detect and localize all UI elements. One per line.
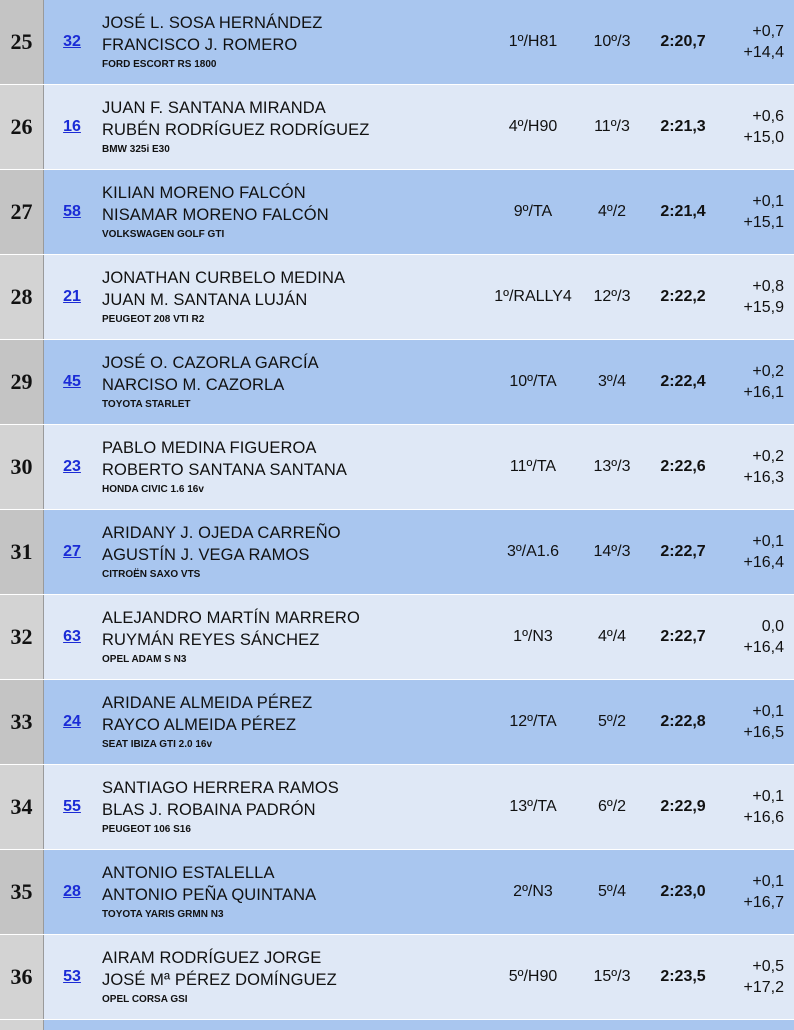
diff-leader: +16,3 [743, 469, 784, 486]
stage-time: 2:22,2 [642, 255, 724, 339]
car-number-link[interactable]: 55 [63, 798, 81, 815]
result-row [0, 255, 794, 340]
car-number-link[interactable]: 45 [63, 373, 81, 390]
driver-name: ARIDANY J. OJEDA CARREÑO [102, 524, 341, 542]
stage-position: 15º/3 [582, 935, 642, 1019]
car-number-link[interactable]: 27 [63, 543, 81, 560]
car-model: TOYOTA STARLET [102, 399, 191, 410]
car-number-link[interactable]: 53 [63, 968, 81, 985]
result-row [0, 170, 794, 255]
car-model: CITROËN SAXO VTS [102, 569, 201, 580]
diff-previous: 0,0 [761, 618, 784, 635]
time-differences [724, 850, 794, 934]
driver-name: JOSÉ L. SOSA HERNÁNDEZ [102, 14, 323, 32]
position-cell: 30 [0, 425, 44, 509]
car-number-cell [44, 340, 100, 424]
time-differences [724, 85, 794, 169]
class-position: 3º/A1.6 [470, 510, 582, 594]
car-model: BMW 325i E30 [102, 144, 170, 155]
row-background [44, 1020, 794, 1030]
position-cell [0, 1020, 44, 1030]
class-position: 9º/TA [470, 170, 582, 254]
crew-cell [100, 935, 470, 1019]
stage-time: 2:22,7 [642, 595, 724, 679]
position-cell: 33 [0, 680, 44, 764]
class-position: 2º/N3 [470, 850, 582, 934]
time-differences [724, 680, 794, 764]
time-differences [724, 170, 794, 254]
diff-leader: +15,1 [743, 214, 784, 231]
car-number-link[interactable]: 28 [63, 883, 81, 900]
diff-leader: +16,7 [743, 894, 784, 911]
car-number-link[interactable]: 23 [63, 458, 81, 475]
stage-position: 3º/4 [582, 340, 642, 424]
diff-leader: +17,2 [743, 979, 784, 996]
diff-previous: +0,7 [752, 23, 784, 40]
codriver-name: RUBÉN RODRÍGUEZ RODRÍGUEZ [102, 121, 370, 139]
codriver-name: AGUSTÍN J. VEGA RAMOS [102, 546, 310, 564]
result-row [0, 765, 794, 850]
position-cell: 34 [0, 765, 44, 849]
car-number-link[interactable]: 63 [63, 628, 81, 645]
codriver-name: JUAN M. SANTANA LUJÁN [102, 291, 308, 309]
driver-name: ANTONIO ESTALELLA [102, 864, 275, 882]
diff-leader: +16,5 [743, 724, 784, 741]
stage-time: 2:22,7 [642, 510, 724, 594]
car-number-cell [44, 850, 100, 934]
diff-previous: +0,1 [752, 873, 784, 890]
class-position: 12º/TA [470, 680, 582, 764]
stage-time: 2:23,5 [642, 935, 724, 1019]
result-row [0, 425, 794, 510]
codriver-name: ANTONIO PEÑA QUINTANA [102, 886, 317, 904]
diff-previous: +0,1 [752, 703, 784, 720]
stage-position: 10º/3 [582, 0, 642, 84]
crew-cell [100, 680, 470, 764]
stage-time: 2:22,9 [642, 765, 724, 849]
class-position: 4º/H90 [470, 85, 582, 169]
diff-previous: +0,2 [752, 363, 784, 380]
time-differences [724, 765, 794, 849]
stage-time: 2:23,0 [642, 850, 724, 934]
position-cell: 32 [0, 595, 44, 679]
codriver-name: NISAMAR MORENO FALCÓN [102, 206, 329, 224]
crew-cell [100, 510, 470, 594]
crew-cell [100, 255, 470, 339]
car-model: VOLKSWAGEN GOLF GTI [102, 229, 225, 240]
car-number-cell [44, 255, 100, 339]
stage-time: 2:22,4 [642, 340, 724, 424]
time-differences [724, 595, 794, 679]
result-row [0, 850, 794, 935]
diff-leader: +14,4 [743, 44, 784, 61]
car-model: PEUGEOT 106 S16 [102, 824, 191, 835]
driver-name: AIRAM RODRÍGUEZ JORGE [102, 949, 322, 967]
driver-name: ALEJANDRO MARTÍN MARRERO [102, 609, 360, 627]
position-cell: 35 [0, 850, 44, 934]
car-number-cell [44, 170, 100, 254]
diff-previous: +0,8 [752, 278, 784, 295]
position-cell: 26 [0, 85, 44, 169]
diff-leader: +16,4 [743, 639, 784, 656]
car-number-link[interactable]: 16 [63, 118, 81, 135]
diff-previous: +0,1 [752, 533, 784, 550]
car-model: FORD ESCORT RS 1800 [102, 59, 217, 70]
codriver-name: RAYCO ALMEIDA PÉREZ [102, 716, 297, 734]
class-position: 1º/N3 [470, 595, 582, 679]
diff-previous: +0,1 [752, 193, 784, 210]
codriver-name: JOSÉ Mª PÉREZ DOMÍNGUEZ [102, 971, 337, 989]
crew-cell [100, 170, 470, 254]
codriver-name: RUYMÁN REYES SÁNCHEZ [102, 631, 320, 649]
stage-time: 2:21,4 [642, 170, 724, 254]
crew-cell [100, 425, 470, 509]
diff-leader: +16,4 [743, 554, 784, 571]
result-row [0, 510, 794, 595]
time-differences [724, 0, 794, 84]
diff-previous: +0,5 [752, 958, 784, 975]
crew-cell [100, 340, 470, 424]
diff-leader: +15,9 [743, 299, 784, 316]
time-differences [724, 425, 794, 509]
crew-cell [100, 0, 470, 84]
time-differences [724, 935, 794, 1019]
car-number-link[interactable]: 58 [63, 203, 81, 220]
car-model: HONDA CIVIC 1.6 16v [102, 484, 204, 495]
codriver-name: FRANCISCO J. ROMERO [102, 36, 298, 54]
car-number-link[interactable]: 32 [63, 33, 81, 50]
result-row [0, 85, 794, 170]
stage-position: 12º/3 [582, 255, 642, 339]
crew-cell [100, 765, 470, 849]
car-number-cell [44, 425, 100, 509]
class-position: 1º/RALLY4 [470, 255, 582, 339]
car-number-link[interactable]: 21 [63, 288, 81, 305]
class-position: 5º/H90 [470, 935, 582, 1019]
car-model: SEAT IBIZA GTI 2.0 16v [102, 739, 213, 750]
position-cell: 36 [0, 935, 44, 1019]
stage-position: 13º/3 [582, 425, 642, 509]
result-row [0, 935, 794, 1020]
driver-name: ARIDANE ALMEIDA PÉREZ [102, 694, 313, 712]
car-model: PEUGEOT 208 VTI R2 [102, 314, 205, 325]
class-position: 13º/TA [470, 765, 582, 849]
car-number-cell [44, 510, 100, 594]
car-number-cell [44, 0, 100, 84]
class-position: 11º/TA [470, 425, 582, 509]
car-number-cell [44, 595, 100, 679]
stage-position: 14º/3 [582, 510, 642, 594]
codriver-name: ROBERTO SANTANA SANTANA [102, 461, 347, 479]
driver-name: JUAN F. SANTANA MIRANDA [102, 99, 326, 117]
next-row-partial [0, 1020, 794, 1030]
position-cell: 29 [0, 340, 44, 424]
car-number-cell [44, 935, 100, 1019]
diff-previous: +0,2 [752, 448, 784, 465]
result-row [0, 680, 794, 765]
codriver-name: NARCISO M. CAZORLA [102, 376, 285, 394]
car-number-cell [44, 680, 100, 764]
car-model: OPEL ADAM S N3 [102, 654, 187, 665]
car-number-cell [44, 765, 100, 849]
class-position: 10º/TA [470, 340, 582, 424]
stage-position: 11º/3 [582, 85, 642, 169]
position-cell: 25 [0, 0, 44, 84]
car-model: TOYOTA YARIS GRMN N3 [102, 909, 224, 920]
crew-cell [100, 85, 470, 169]
driver-name: PABLO MEDINA FIGUEROA [102, 439, 317, 457]
result-row [0, 0, 794, 85]
diff-leader: +15,0 [743, 129, 784, 146]
car-model: OPEL CORSA GSI [102, 994, 188, 1005]
stage-position: 4º/2 [582, 170, 642, 254]
stage-position: 5º/4 [582, 850, 642, 934]
class-position: 1º/H81 [470, 0, 582, 84]
stage-position: 4º/4 [582, 595, 642, 679]
driver-name: JOSÉ O. CAZORLA GARCÍA [102, 354, 319, 372]
time-differences [724, 340, 794, 424]
stage-time: 2:20,7 [642, 0, 724, 84]
diff-leader: +16,1 [743, 384, 784, 401]
stage-position: 5º/2 [582, 680, 642, 764]
diff-leader: +16,6 [743, 809, 784, 826]
result-row [0, 340, 794, 425]
position-cell: 28 [0, 255, 44, 339]
stage-position: 6º/2 [582, 765, 642, 849]
time-differences [724, 510, 794, 594]
time-differences [724, 255, 794, 339]
position-cell: 31 [0, 510, 44, 594]
stage-time: 2:21,3 [642, 85, 724, 169]
crew-cell [100, 850, 470, 934]
driver-name: KILIAN MORENO FALCÓN [102, 184, 306, 202]
car-number-cell [44, 85, 100, 169]
diff-previous: +0,6 [752, 108, 784, 125]
diff-previous: +0,1 [752, 788, 784, 805]
crew-cell [100, 595, 470, 679]
result-row [0, 595, 794, 680]
driver-name: JONATHAN CURBELO MEDINA [102, 269, 346, 287]
stage-time: 2:22,6 [642, 425, 724, 509]
driver-name: SANTIAGO HERRERA RAMOS [102, 779, 339, 797]
car-number-link[interactable]: 24 [63, 713, 81, 730]
position-cell: 27 [0, 170, 44, 254]
codriver-name: BLAS J. ROBAINA PADRÓN [102, 801, 316, 819]
stage-time: 2:22,8 [642, 680, 724, 764]
